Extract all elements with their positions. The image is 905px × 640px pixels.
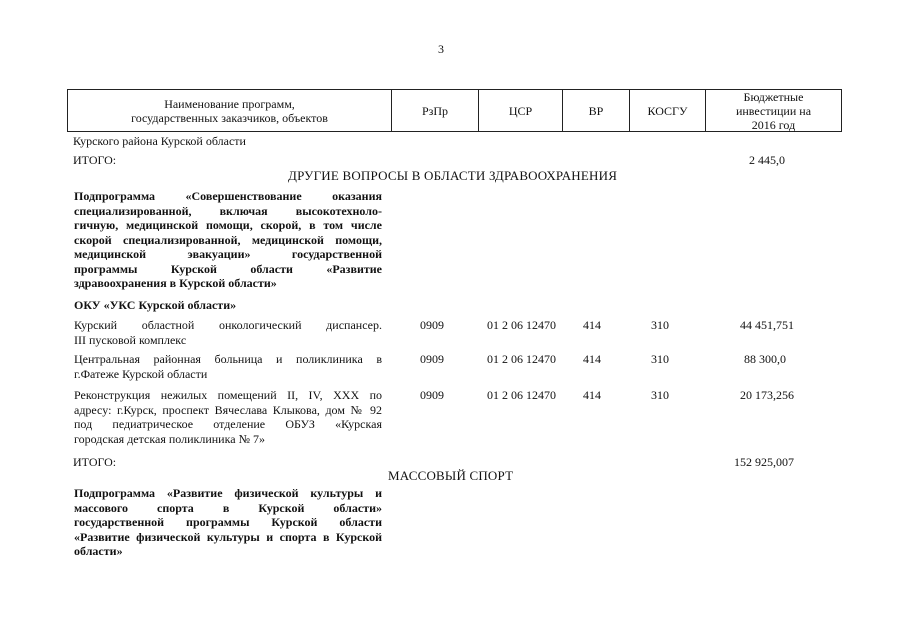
row-csr: 01 2 06 12470 bbox=[487, 318, 556, 332]
row-name-line: Реконструкция нежилых помещений II, IV, XXX по bbox=[74, 388, 382, 402]
header-budget: Бюджетные инвестиции на 2016 год bbox=[735, 89, 812, 132]
row-kosgu: 310 bbox=[651, 318, 669, 332]
row-name-line: III пусковой комплекс bbox=[74, 332, 187, 347]
subprogram-health-line: здравоохранения в Курской области» bbox=[74, 276, 277, 290]
row-csr: 01 2 06 12470 bbox=[487, 388, 556, 402]
subprogram-health-line: Подпрограмма «Совершенствование оказания bbox=[74, 189, 382, 203]
row-budget: 88 300,0 bbox=[744, 352, 786, 366]
itogo-label-1: ИТОГО: bbox=[73, 153, 117, 167]
header-vr: ВР bbox=[588, 103, 604, 118]
customer-name: ОКУ «УКС Курской области» bbox=[74, 298, 237, 312]
section-title-health: ДРУГИЕ ВОПРОСЫ В ОБЛАСТИ ЗДРАВООХРАНЕНИЯ bbox=[288, 168, 618, 183]
subprogram-health bbox=[74, 189, 382, 291]
row-name-line: городская детская поликлиника № 7» bbox=[74, 431, 266, 446]
row-kosgu: 310 bbox=[651, 388, 669, 402]
row-name-line: под педиатрическое отделение ОБУЗ «Курская bbox=[74, 417, 382, 431]
itogo-value-2: 152 925,007 bbox=[734, 455, 794, 469]
row-budget: 44 451,751 bbox=[740, 318, 794, 332]
row-name-line: Курский областной онкологический диспансер. bbox=[74, 318, 382, 332]
subprogram-sport-line: Подпрограмма «Развитие физической культуры и bbox=[74, 486, 382, 500]
header-name: Наименование программ, государственных заказчиков, объектов bbox=[131, 96, 328, 125]
header-vr-cell bbox=[563, 90, 630, 131]
row-budget: 20 173,256 bbox=[740, 388, 794, 402]
subprogram-sport-line: «Развитие физической культуры и спорта в Курской bbox=[74, 529, 382, 544]
row-kosgu: 310 bbox=[651, 352, 669, 366]
subprogram-health-line: гичную, медицинской помощи, скорой, в том числе bbox=[74, 218, 382, 232]
row-vr: 414 bbox=[583, 352, 601, 366]
row-name-line: г.Фатеже Курской области bbox=[74, 366, 208, 381]
header-rzpr: РзПр bbox=[421, 103, 449, 118]
header-kosgu: КОСГУ bbox=[647, 103, 688, 118]
subprogram-sport-line: государственной программы Курской области bbox=[74, 515, 382, 529]
table-header bbox=[67, 89, 842, 132]
subprogram-health-line: медицинской эвакуации» государственной bbox=[74, 247, 382, 261]
subprogram-sport-line: массового спорта в Курской области» bbox=[74, 500, 382, 515]
section-title-sport: МАССОВЫЙ СПОРТ bbox=[388, 468, 514, 483]
itogo-label-2: ИТОГО: bbox=[73, 455, 117, 469]
subprogram-sport bbox=[74, 486, 382, 559]
row-csr: 01 2 06 12470 bbox=[487, 352, 556, 366]
header-csr-cell bbox=[479, 90, 563, 131]
row-name bbox=[74, 318, 382, 347]
row-vr: 414 bbox=[583, 318, 601, 332]
header-budget-cell bbox=[706, 90, 841, 131]
row-rzpr: 0909 bbox=[420, 352, 444, 366]
row-rzpr: 0909 bbox=[420, 318, 444, 332]
header-rzpr-cell bbox=[392, 90, 479, 131]
row-name bbox=[74, 388, 382, 446]
subprogram-health-line: программы Курской области «Развитие bbox=[74, 261, 382, 276]
subprogram-sport-line: области» bbox=[74, 544, 123, 558]
row-vr: 414 bbox=[583, 388, 601, 402]
row-name-line: Центральная районная больница и поликлиника в bbox=[74, 352, 382, 366]
top-text: Курского района Курской области bbox=[73, 134, 246, 148]
header-kosgu-cell bbox=[630, 90, 706, 131]
row-name bbox=[74, 352, 382, 381]
subprogram-health-line: специализированной, включая высокотехноло- bbox=[74, 203, 382, 218]
itogo-value-1: 2 445,0 bbox=[749, 153, 785, 167]
header-csr: ЦСР bbox=[508, 103, 533, 118]
row-rzpr: 0909 bbox=[420, 388, 444, 402]
subprogram-health-line: скорой специализированной, медицинской помощи, bbox=[74, 232, 382, 247]
page-number: 3 bbox=[438, 42, 444, 56]
header-name-cell bbox=[68, 90, 392, 131]
row-name-line: адресу: г.Курск, проспект Вячеслава Клыкова, дом № 92 bbox=[74, 402, 382, 417]
